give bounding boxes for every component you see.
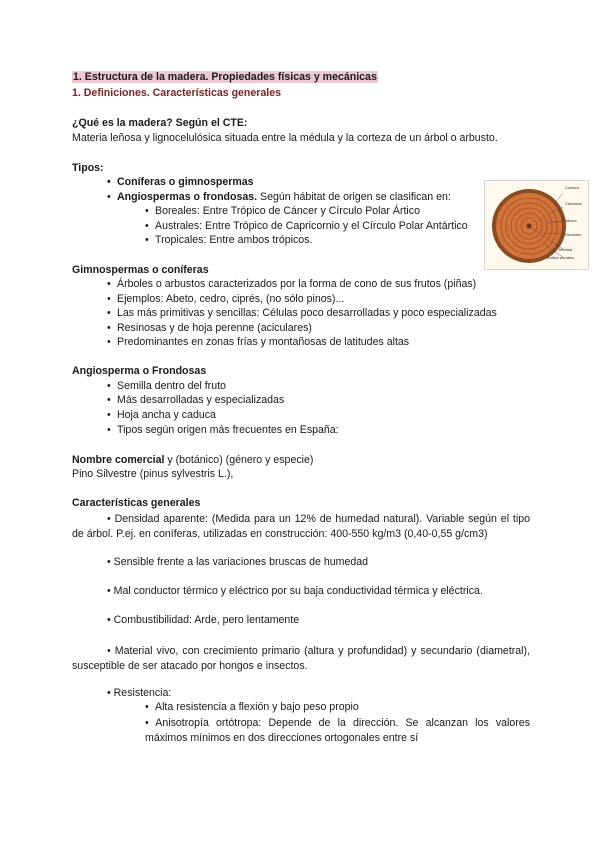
nombre-comercial-line: Nombre comercial y (botánico) (género y especie) (72, 454, 314, 466)
resistencia-subitem: • Alta resistencia a flexión y bajo peso propio (145, 701, 359, 713)
humedad-text: Sensible frente a las variaciones bruscas de humedad (113, 556, 369, 568)
figure-label: Duramen (565, 232, 582, 237)
list-item: • Resinosas y de hoja perenne (aciculares) (107, 322, 312, 334)
list-item: • Las más primitivas y sencillas: Células poco desarrolladas y poco especializadas (107, 307, 497, 319)
tipos-subitem: • Australes: Entre Trópico de Capricornio y el Círculo Polar Antártico (145, 220, 468, 232)
list-item: • Hoja ancha y caduca (107, 409, 216, 421)
conductor-item: • Mal conductor térmico y eléctrico por su baja conductividad térmica y eléctrica. (107, 585, 483, 597)
cte-definition: Materia leñosa y lignocelulósica situada entre la médula y la corteza de un árbol o arbusto. (72, 132, 498, 144)
combustible-text: Combustibilidad: Arde, pero lentamente (113, 614, 300, 626)
resistencia-item: • Resistencia: (107, 687, 172, 699)
resistencia-text: Resistencia: (113, 687, 172, 699)
tipos-heading: Tipos: (72, 162, 104, 174)
figure-label: Médula (559, 247, 573, 252)
list-item: • Semilla dentro del fruto (107, 380, 226, 392)
densidad-paragraph: • Densidad aparente: (Medida para un 12% de humedad natural). Variable según el tipo de árbol. P.ej. en coníferas, utilizadas en construcción: 400-550 kg/m3 (0,40-0,55 g/cm3) (72, 513, 530, 540)
list-item: • Predominantes en zonas frías y montañosas de latitudes altas (107, 336, 410, 348)
figure-label: Albura (565, 218, 577, 223)
list-item: • Ejemplos: Abeto, cedro, ciprés, (no sólo pinos)... (107, 293, 345, 305)
tipos-item: • Angiospermas o frondosas. Según hábitat de origen se clasifican en: (107, 191, 451, 203)
list-item: • Tipos según origen más frecuentes en España: (107, 424, 339, 436)
conductor-text: Mal conductor térmico y eléctrico por su baja conductividad térmica y eléctrica. (113, 585, 483, 597)
cte-question: ¿Qué es la madera? Según el CTE: (72, 117, 248, 129)
tipos-subitem: • Tropicales: Entre ambos trópicos. (145, 234, 313, 246)
tipos-subitem: • Boreales: Entre Trópico de Cáncer y Círculo Polar Ártico (145, 205, 420, 217)
tipos-item: • Coníferas o gimnospermas (107, 176, 254, 188)
list-item: • Árboles o arbustos caracterizados por la forma de cono de sus frutos (piñas) (107, 278, 477, 290)
figure-label: Corteza (565, 185, 580, 190)
vivo-paragraph: • Material vivo, con crecimiento primario (altura y profundidad) y secundario (diametral), susceptible de ser atacado por hongos e insectos. (72, 645, 531, 672)
wood-cross-section-figure (484, 180, 589, 270)
resistencia-subitem: • Anisotropía ortótropa: Depende de la dirección. Se alcanzan los valores máximos mínimos en dos direcciones ortogonales entre sí (145, 717, 530, 744)
angiosperma-heading: Angiosperma o Frondosas (72, 365, 207, 377)
combustible-item: • Combustibilidad: Arde, pero lentamente (107, 614, 300, 626)
caracteristicas-heading: Características generales (72, 497, 201, 509)
figure-label: Cambium (565, 201, 583, 206)
section-title: 1. Estructura de la madera. Propiedades físicas y mecánicas (73, 71, 377, 83)
section-subtitle: 1. Definiciones. Características generales (72, 87, 282, 99)
nombre-example: Pino Silvestre (pinus sylvestris L.), (72, 468, 234, 480)
humedad-item: • Sensible frente a las variaciones bruscas de humedad (107, 556, 369, 568)
figure-label: Anillos anuales (547, 255, 574, 260)
gimnospermas-heading: Gimnospermas o coníferas (72, 264, 209, 276)
list-item: • Más desarrolladas y especializadas (107, 394, 285, 406)
